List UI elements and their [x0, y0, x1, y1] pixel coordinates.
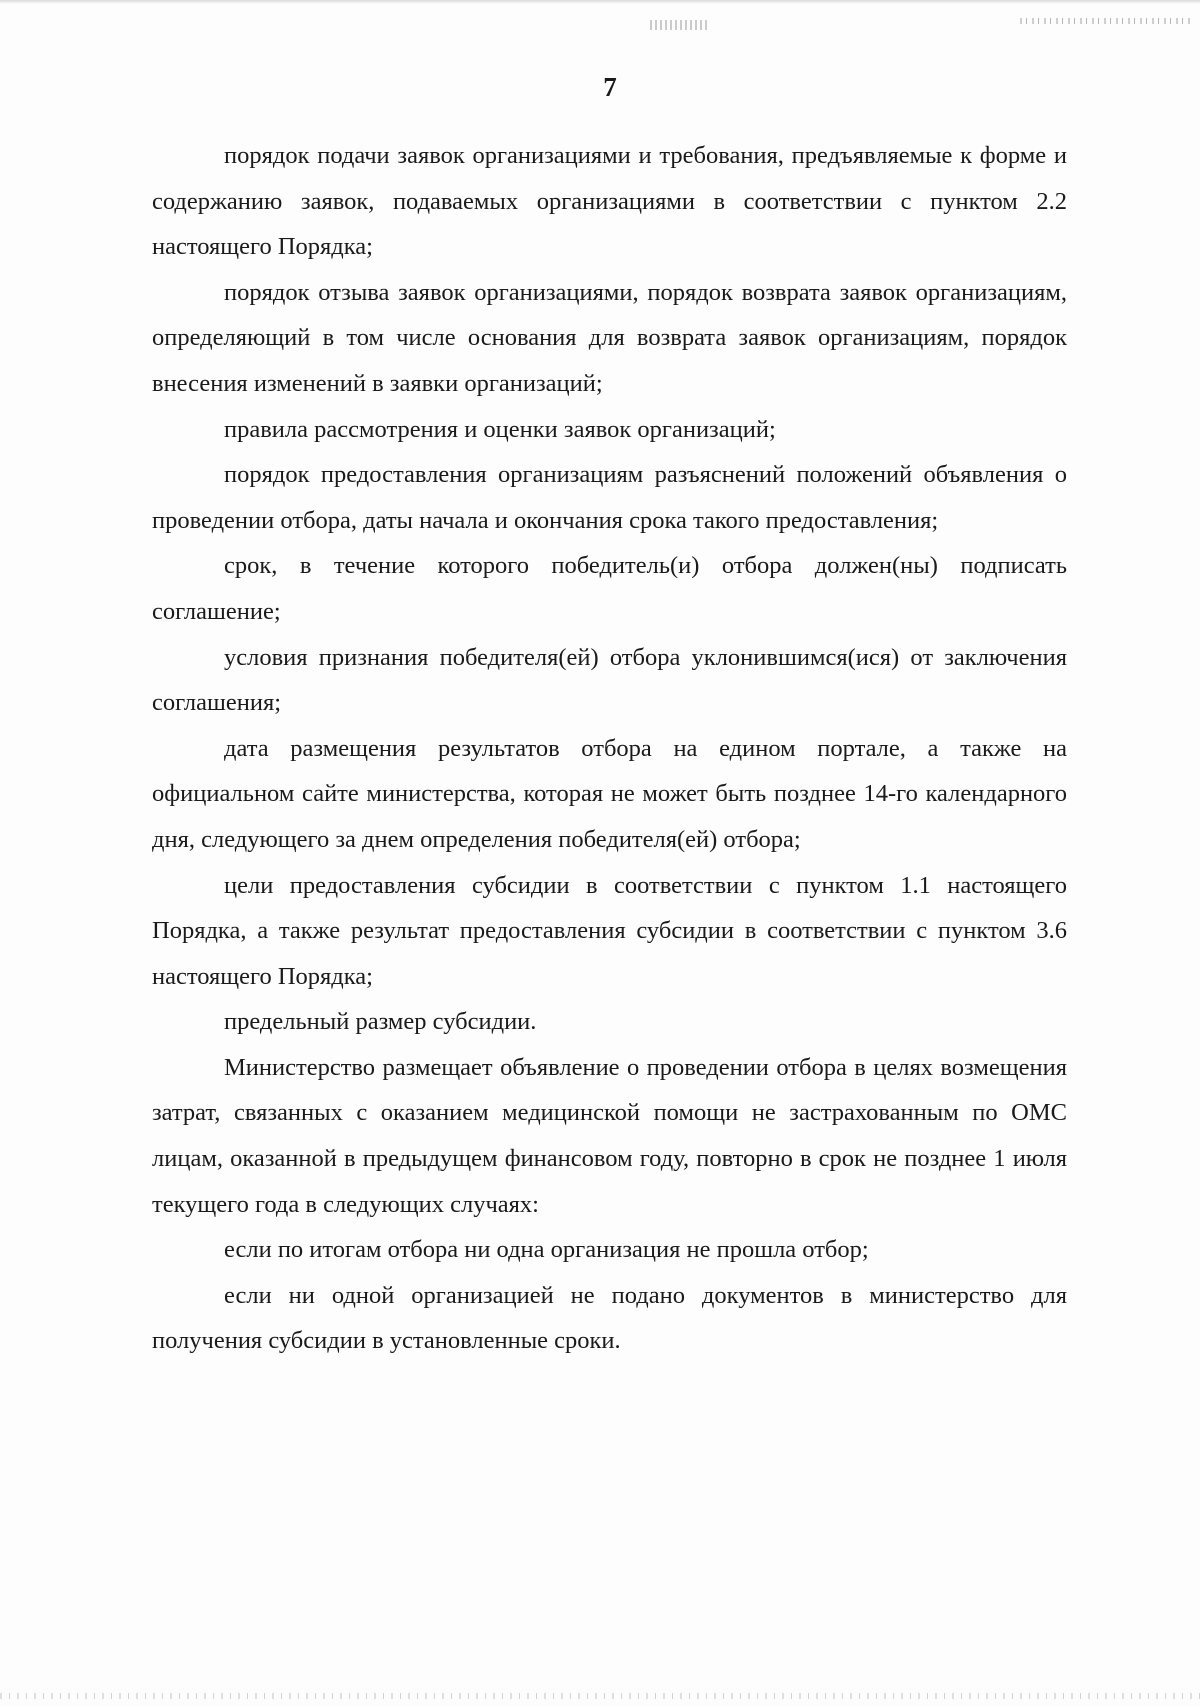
paragraph-application-submission-order: порядок подачи заявок организациями и требования, предъявляемые к форме и содержанию заявок, подаваемых организациями в соответствии с пунктом 2.2 настоящего Порядка;: [152, 142, 1067, 261]
document-body: [152, 133, 1067, 1364]
scan-noise-top-center: [650, 20, 710, 30]
paragraph-subsidy-limit: предельный размер субсидии.: [224, 1008, 537, 1036]
paragraph-evasion-conditions: условия признания победителя(ей) отбора уклонившимся(ися) от заключения соглашения;: [152, 643, 1067, 717]
paragraph-clarification-order: порядок предоставления организациям разъяснений положений объявления о проведении отбора, даты начала и окончания срока такого предоставления;: [152, 461, 1067, 534]
page-number: 7: [603, 72, 617, 102]
paragraph-case-no-documents: если ни одной организацией не подано документов в министерство для получения субсидии в установленные сроки.: [152, 1281, 1067, 1355]
paragraph-application-withdrawal-order: порядок отзыва заявок организациями, порядок возврата заявок организациям, определяющий в том числе основания для возврата заявок организациям, порядок внесения изменений в заявки организаций;: [152, 278, 1067, 397]
scan-noise-bottom: [0, 1693, 1200, 1699]
scan-edge-top: [0, 0, 1200, 4]
scan-noise-top-right: [1020, 18, 1190, 24]
paragraph-signing-deadline: срок, в течение которого победитель(и) отбора должен(ны) подписать соглашение;: [152, 552, 1067, 625]
paragraph-results-publication-date: дата размещения результатов отбора на едином портале, а также на официальном сайте министерства, которая не может быть позднее 14-го календарного дня, следующего за днем определения победителя(ей) отбора;: [152, 734, 1067, 853]
paragraph-subsidy-goals: цели предоставления субсидии в соответствии с пунктом 1.1 настоящего Порядка, а также результат предоставления субсидии в соответствии с пунктом 3.6 настоящего Порядка;: [152, 871, 1067, 990]
paragraph-case-no-winner: если по итогам отбора ни одна организация не прошла отбор;: [224, 1236, 869, 1264]
paragraph-review-rules: правила рассмотрения и оценки заявок организаций;: [224, 415, 776, 443]
paragraph-repeat-announcement: Министерство размещает объявление о проведении отбора в целях возмещения затрат, связанных с оказанием медицинской помощи не застрахованным по ОМС лицам, оказанной в предыдущем финансовом году, повторно в срок не позднее 1 июля текущего года в следующих случаях:: [152, 1053, 1067, 1218]
